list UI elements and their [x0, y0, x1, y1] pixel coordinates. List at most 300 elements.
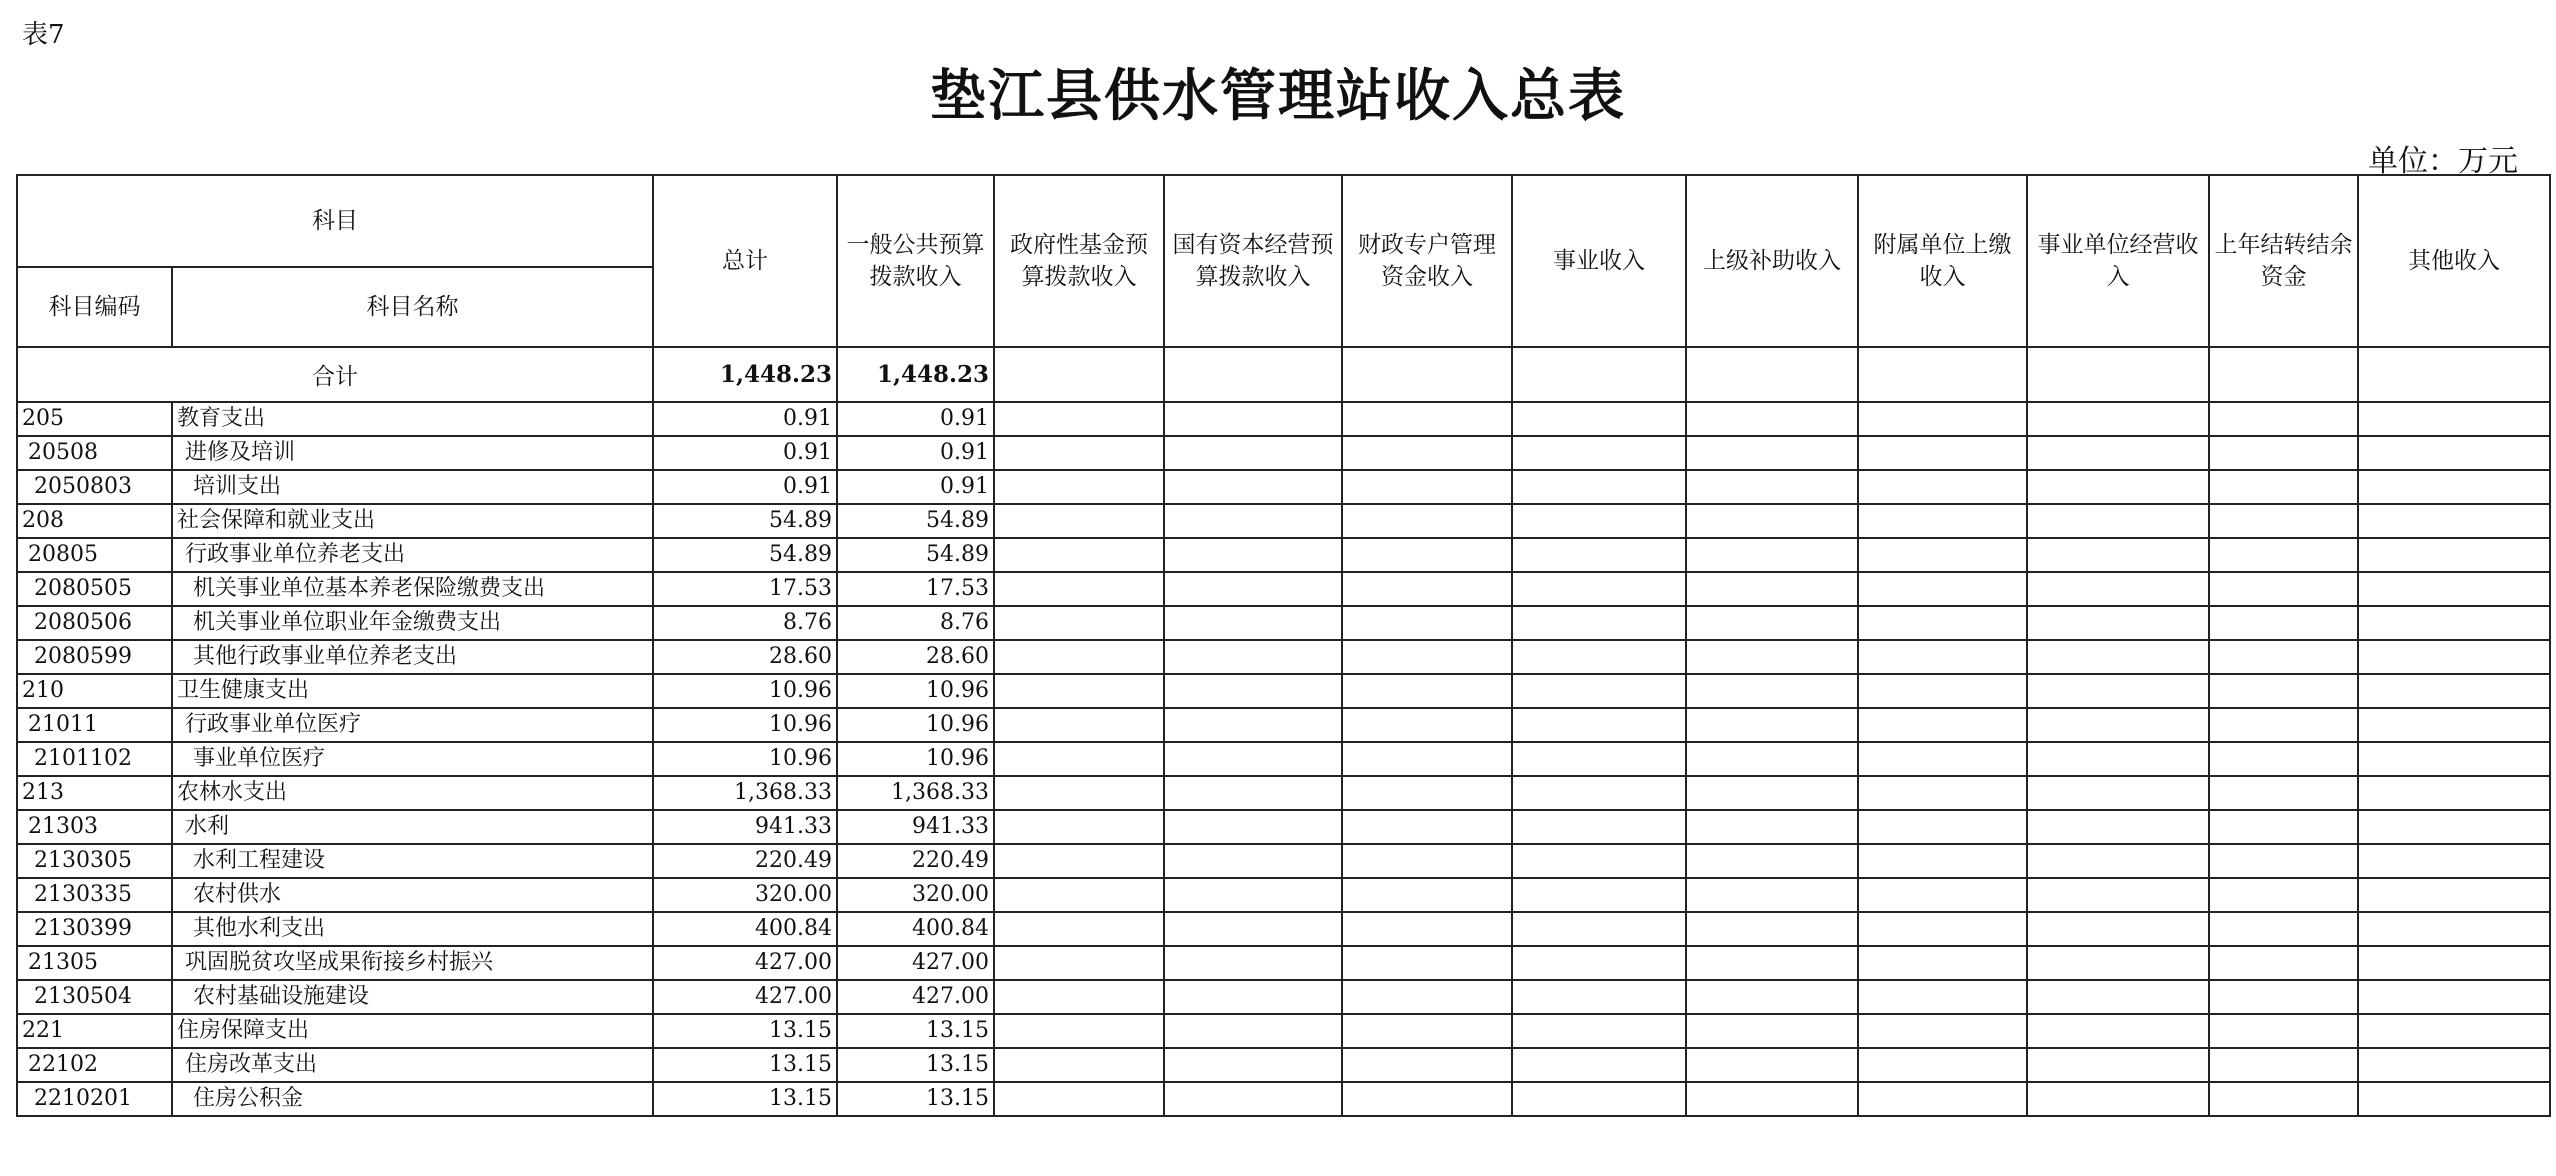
empty-cell	[2027, 912, 2209, 946]
empty-cell	[2209, 1014, 2358, 1048]
empty-cell	[1512, 1082, 1686, 1116]
row-code: 22102	[17, 1048, 172, 1082]
row-total: 427.00	[653, 980, 837, 1014]
row-general: 8.76	[837, 606, 994, 640]
row-code: 20805	[17, 538, 172, 572]
empty-cell	[1342, 946, 1512, 980]
header-name: 科目名称	[172, 267, 653, 347]
empty-cell	[994, 1082, 1164, 1116]
table-row	[17, 436, 2550, 470]
empty-cell	[1858, 674, 2027, 708]
table-row	[17, 912, 2550, 946]
empty-cell	[1342, 776, 1512, 810]
row-total: 13.15	[653, 1082, 837, 1116]
empty-cell	[1512, 1014, 1686, 1048]
row-code: 213	[17, 776, 172, 810]
empty-cell	[2027, 606, 2209, 640]
row-name: 机关事业单位基本养老保险缴费支出	[172, 572, 653, 606]
empty-cell	[1342, 402, 1512, 436]
empty-cell	[1686, 347, 1858, 402]
row-code: 2050803	[17, 470, 172, 504]
empty-cell	[1164, 674, 1342, 708]
total-general: 1,448.23	[837, 347, 994, 402]
row-code: 2080506	[17, 606, 172, 640]
row-code: 2101102	[17, 742, 172, 776]
header-code: 科目编码	[17, 267, 172, 347]
empty-cell	[1512, 1048, 1686, 1082]
row-total: 54.89	[653, 538, 837, 572]
empty-cell	[1512, 470, 1686, 504]
empty-cell	[1686, 708, 1858, 742]
empty-cell	[2358, 912, 2550, 946]
header-gov-fund: 政府性基金预算拨款收入	[994, 175, 1164, 347]
empty-cell	[1858, 402, 2027, 436]
empty-cell	[1164, 1014, 1342, 1048]
empty-cell	[2027, 470, 2209, 504]
row-name: 行政事业单位养老支出	[172, 538, 653, 572]
row-total: 220.49	[653, 844, 837, 878]
row-general: 17.53	[837, 572, 994, 606]
empty-cell	[1342, 640, 1512, 674]
row-code: 2080505	[17, 572, 172, 606]
empty-cell	[2027, 878, 2209, 912]
row-name: 其他行政事业单位养老支出	[172, 640, 653, 674]
empty-cell	[1342, 674, 1512, 708]
empty-cell	[1858, 708, 2027, 742]
empty-cell	[1342, 347, 1512, 402]
empty-cell	[2027, 1048, 2209, 1082]
empty-cell	[1512, 980, 1686, 1014]
empty-cell	[2358, 572, 2550, 606]
empty-cell	[1858, 640, 2027, 674]
empty-cell	[1858, 347, 2027, 402]
empty-cell	[2027, 538, 2209, 572]
table-row	[17, 810, 2550, 844]
empty-cell	[994, 810, 1164, 844]
row-total: 8.76	[653, 606, 837, 640]
empty-cell	[1342, 436, 1512, 470]
row-name: 培训支出	[172, 470, 653, 504]
row-code: 205	[17, 402, 172, 436]
empty-cell	[994, 912, 1164, 946]
header-special-mgmt: 财政专户管理资金收入	[1342, 175, 1512, 347]
header-carryover: 上年结转结余资金	[2209, 175, 2358, 347]
empty-cell	[2209, 742, 2358, 776]
empty-cell	[2209, 347, 2358, 402]
empty-cell	[2358, 347, 2550, 402]
empty-cell	[2358, 878, 2550, 912]
row-code: 2210201	[17, 1082, 172, 1116]
empty-cell	[2027, 844, 2209, 878]
empty-cell	[1686, 912, 1858, 946]
empty-cell	[1686, 436, 1858, 470]
empty-cell	[1512, 776, 1686, 810]
empty-cell	[1342, 980, 1512, 1014]
empty-cell	[1858, 742, 2027, 776]
row-general: 13.15	[837, 1048, 994, 1082]
empty-cell	[994, 470, 1164, 504]
empty-cell	[1858, 504, 2027, 538]
empty-cell	[2209, 470, 2358, 504]
row-name: 社会保障和就业支出	[172, 504, 653, 538]
row-general: 427.00	[837, 946, 994, 980]
empty-cell	[1686, 742, 1858, 776]
row-name: 教育支出	[172, 402, 653, 436]
table-row	[17, 776, 2550, 810]
empty-cell	[994, 708, 1164, 742]
empty-cell	[1686, 1082, 1858, 1116]
empty-cell	[1858, 572, 2027, 606]
empty-cell	[2027, 674, 2209, 708]
table-row	[17, 946, 2550, 980]
empty-cell	[2209, 1082, 2358, 1116]
header-state-capital: 国有资本经营预算拨款收入	[1164, 175, 1342, 347]
empty-cell	[1686, 1048, 1858, 1082]
row-total: 0.91	[653, 402, 837, 436]
row-total: 10.96	[653, 742, 837, 776]
empty-cell	[2027, 810, 2209, 844]
empty-cell	[1686, 674, 1858, 708]
empty-cell	[2358, 844, 2550, 878]
empty-cell	[2209, 878, 2358, 912]
empty-cell	[1858, 1048, 2027, 1082]
empty-cell	[1858, 1082, 2027, 1116]
empty-cell	[2209, 912, 2358, 946]
empty-cell	[2027, 742, 2209, 776]
empty-cell	[1342, 1048, 1512, 1082]
empty-cell	[1342, 572, 1512, 606]
row-general: 400.84	[837, 912, 994, 946]
empty-cell	[1512, 878, 1686, 912]
row-code: 210	[17, 674, 172, 708]
row-total: 28.60	[653, 640, 837, 674]
empty-cell	[1686, 776, 1858, 810]
empty-cell	[1342, 538, 1512, 572]
header-total: 总计	[653, 175, 837, 347]
empty-cell	[1858, 776, 2027, 810]
table-row	[17, 742, 2550, 776]
empty-cell	[2209, 708, 2358, 742]
empty-cell	[2209, 640, 2358, 674]
empty-cell	[2027, 776, 2209, 810]
row-general: 54.89	[837, 538, 994, 572]
empty-cell	[2358, 470, 2550, 504]
empty-cell	[1342, 708, 1512, 742]
empty-cell	[1686, 504, 1858, 538]
row-total: 320.00	[653, 878, 837, 912]
row-general: 10.96	[837, 674, 994, 708]
row-code: 2080599	[17, 640, 172, 674]
empty-cell	[2358, 776, 2550, 810]
table-row	[17, 606, 2550, 640]
empty-cell	[1512, 912, 1686, 946]
empty-cell	[1858, 844, 2027, 878]
empty-cell	[2027, 708, 2209, 742]
empty-cell	[1512, 742, 1686, 776]
empty-cell	[994, 1048, 1164, 1082]
empty-cell	[1342, 1082, 1512, 1116]
empty-cell	[1164, 946, 1342, 980]
empty-cell	[1858, 470, 2027, 504]
empty-cell	[2027, 980, 2209, 1014]
table-row	[17, 640, 2550, 674]
empty-cell	[1164, 504, 1342, 538]
empty-cell	[994, 674, 1164, 708]
empty-cell	[2027, 572, 2209, 606]
row-name: 进修及培训	[172, 436, 653, 470]
empty-cell	[1342, 878, 1512, 912]
empty-cell	[1686, 980, 1858, 1014]
header-affiliated: 附属单位上缴收入	[1858, 175, 2027, 347]
total-label: 合计	[17, 347, 653, 402]
empty-cell	[2209, 606, 2358, 640]
table-row	[17, 470, 2550, 504]
empty-cell	[1512, 347, 1686, 402]
empty-cell	[1512, 810, 1686, 844]
empty-cell	[1512, 572, 1686, 606]
row-total: 0.91	[653, 436, 837, 470]
empty-cell	[2358, 980, 2550, 1014]
empty-cell	[1858, 912, 2027, 946]
empty-cell	[1858, 878, 2027, 912]
empty-cell	[1686, 878, 1858, 912]
row-name: 其他水利支出	[172, 912, 653, 946]
empty-cell	[2209, 572, 2358, 606]
empty-cell	[1512, 402, 1686, 436]
total-row	[17, 347, 2550, 402]
empty-cell	[2027, 946, 2209, 980]
empty-cell	[1858, 1014, 2027, 1048]
empty-cell	[2358, 1082, 2550, 1116]
row-total: 0.91	[653, 470, 837, 504]
empty-cell	[1164, 912, 1342, 946]
empty-cell	[2209, 1048, 2358, 1082]
empty-cell	[1342, 912, 1512, 946]
empty-cell	[2209, 810, 2358, 844]
empty-cell	[1512, 436, 1686, 470]
empty-cell	[1164, 980, 1342, 1014]
header-business: 事业单位经营收入	[2027, 175, 2209, 347]
empty-cell	[1164, 878, 1342, 912]
empty-cell	[994, 776, 1164, 810]
empty-cell	[1164, 742, 1342, 776]
row-total: 10.96	[653, 708, 837, 742]
empty-cell	[2027, 504, 2209, 538]
empty-cell	[2358, 640, 2550, 674]
empty-cell	[2209, 504, 2358, 538]
header-superior-subsidy: 上级补助收入	[1686, 175, 1858, 347]
row-name: 巩固脱贫攻坚成果衔接乡村振兴	[172, 946, 653, 980]
row-general: 0.91	[837, 470, 994, 504]
empty-cell	[1686, 844, 1858, 878]
empty-cell	[2358, 504, 2550, 538]
empty-cell	[2358, 946, 2550, 980]
empty-cell	[2358, 742, 2550, 776]
empty-cell	[1342, 504, 1512, 538]
row-total: 13.15	[653, 1048, 837, 1082]
empty-cell	[2209, 844, 2358, 878]
row-total: 427.00	[653, 946, 837, 980]
row-total: 10.96	[653, 674, 837, 708]
row-code: 2130305	[17, 844, 172, 878]
row-general: 13.15	[837, 1014, 994, 1048]
row-general: 220.49	[837, 844, 994, 878]
empty-cell	[1164, 810, 1342, 844]
empty-cell	[994, 742, 1164, 776]
empty-cell	[994, 402, 1164, 436]
empty-cell	[994, 844, 1164, 878]
empty-cell	[1342, 470, 1512, 504]
table-row	[17, 1014, 2550, 1048]
empty-cell	[994, 946, 1164, 980]
row-general: 54.89	[837, 504, 994, 538]
row-general: 13.15	[837, 1082, 994, 1116]
empty-cell	[1164, 402, 1342, 436]
row-general: 10.96	[837, 708, 994, 742]
table-row	[17, 708, 2550, 742]
row-name: 机关事业单位职业年金缴费支出	[172, 606, 653, 640]
empty-cell	[994, 980, 1164, 1014]
table-row	[17, 844, 2550, 878]
row-name: 农村基础设施建设	[172, 980, 653, 1014]
empty-cell	[2358, 810, 2550, 844]
empty-cell	[2358, 674, 2550, 708]
row-name: 水利工程建设	[172, 844, 653, 878]
empty-cell	[2027, 1014, 2209, 1048]
row-general: 427.00	[837, 980, 994, 1014]
empty-cell	[1164, 347, 1342, 402]
empty-cell	[1858, 946, 2027, 980]
row-total: 1,368.33	[653, 776, 837, 810]
empty-cell	[1686, 538, 1858, 572]
empty-cell	[994, 1014, 1164, 1048]
total-sum: 1,448.23	[653, 347, 837, 402]
page-title: 垫江县供水管理站收入总表	[930, 63, 1626, 129]
empty-cell	[1164, 1082, 1342, 1116]
table-row	[17, 674, 2550, 708]
row-total: 17.53	[653, 572, 837, 606]
row-general: 941.33	[837, 810, 994, 844]
empty-cell	[1342, 844, 1512, 878]
empty-cell	[2358, 402, 2550, 436]
empty-cell	[1512, 504, 1686, 538]
empty-cell	[2209, 436, 2358, 470]
row-general: 0.91	[837, 402, 994, 436]
empty-cell	[1512, 538, 1686, 572]
empty-cell	[1164, 606, 1342, 640]
row-name: 农村供水	[172, 878, 653, 912]
table-row	[17, 1082, 2550, 1116]
empty-cell	[2209, 776, 2358, 810]
empty-cell	[2209, 538, 2358, 572]
empty-cell	[1512, 640, 1686, 674]
empty-cell	[1342, 742, 1512, 776]
empty-cell	[1858, 810, 2027, 844]
empty-cell	[2027, 436, 2209, 470]
empty-cell	[2358, 538, 2550, 572]
row-general: 1,368.33	[837, 776, 994, 810]
table-row	[17, 980, 2550, 1014]
empty-cell	[2027, 640, 2209, 674]
header-other: 其他收入	[2358, 175, 2550, 347]
income-table	[16, 174, 2551, 1117]
row-name: 住房保障支出	[172, 1014, 653, 1048]
row-name: 事业单位医疗	[172, 742, 653, 776]
empty-cell	[1686, 402, 1858, 436]
unit-label: 单位：万元	[2368, 144, 2518, 179]
row-name: 水利	[172, 810, 653, 844]
table-row	[17, 538, 2550, 572]
empty-cell	[1512, 708, 1686, 742]
empty-cell	[1686, 640, 1858, 674]
empty-cell	[1164, 640, 1342, 674]
row-code: 2130399	[17, 912, 172, 946]
row-code: 21305	[17, 946, 172, 980]
empty-cell	[1686, 1014, 1858, 1048]
row-general: 0.91	[837, 436, 994, 470]
empty-cell	[2209, 980, 2358, 1014]
row-code: 20508	[17, 436, 172, 470]
empty-cell	[1686, 606, 1858, 640]
empty-cell	[2358, 708, 2550, 742]
row-code: 208	[17, 504, 172, 538]
row-name: 行政事业单位医疗	[172, 708, 653, 742]
row-name: 卫生健康支出	[172, 674, 653, 708]
empty-cell	[2358, 1014, 2550, 1048]
row-total: 941.33	[653, 810, 837, 844]
empty-cell	[994, 347, 1164, 402]
empty-cell	[1342, 1014, 1512, 1048]
empty-cell	[1686, 810, 1858, 844]
empty-cell	[994, 640, 1164, 674]
empty-cell	[1858, 606, 2027, 640]
empty-cell	[1512, 674, 1686, 708]
empty-cell	[2027, 347, 2209, 402]
empty-cell	[1342, 810, 1512, 844]
row-code: 221	[17, 1014, 172, 1048]
empty-cell	[994, 436, 1164, 470]
row-total: 54.89	[653, 504, 837, 538]
row-code: 2130335	[17, 878, 172, 912]
row-total: 13.15	[653, 1014, 837, 1048]
empty-cell	[1858, 980, 2027, 1014]
empty-cell	[1858, 436, 2027, 470]
empty-cell	[1164, 572, 1342, 606]
row-total: 400.84	[653, 912, 837, 946]
row-name: 农林水支出	[172, 776, 653, 810]
table-row	[17, 402, 2550, 436]
table-number: 表7	[22, 20, 65, 50]
empty-cell	[1164, 470, 1342, 504]
empty-cell	[1512, 946, 1686, 980]
empty-cell	[1686, 572, 1858, 606]
row-code: 21011	[17, 708, 172, 742]
empty-cell	[1164, 708, 1342, 742]
empty-cell	[1342, 606, 1512, 640]
empty-cell	[1858, 538, 2027, 572]
empty-cell	[1164, 538, 1342, 572]
table-row	[17, 572, 2550, 606]
row-code: 2130504	[17, 980, 172, 1014]
row-name: 住房改革支出	[172, 1048, 653, 1082]
empty-cell	[2209, 946, 2358, 980]
empty-cell	[1164, 844, 1342, 878]
empty-cell	[2358, 1048, 2550, 1082]
table-row	[17, 1048, 2550, 1082]
header-subject: 科目	[17, 175, 653, 267]
empty-cell	[1164, 776, 1342, 810]
empty-cell	[2027, 1082, 2209, 1116]
